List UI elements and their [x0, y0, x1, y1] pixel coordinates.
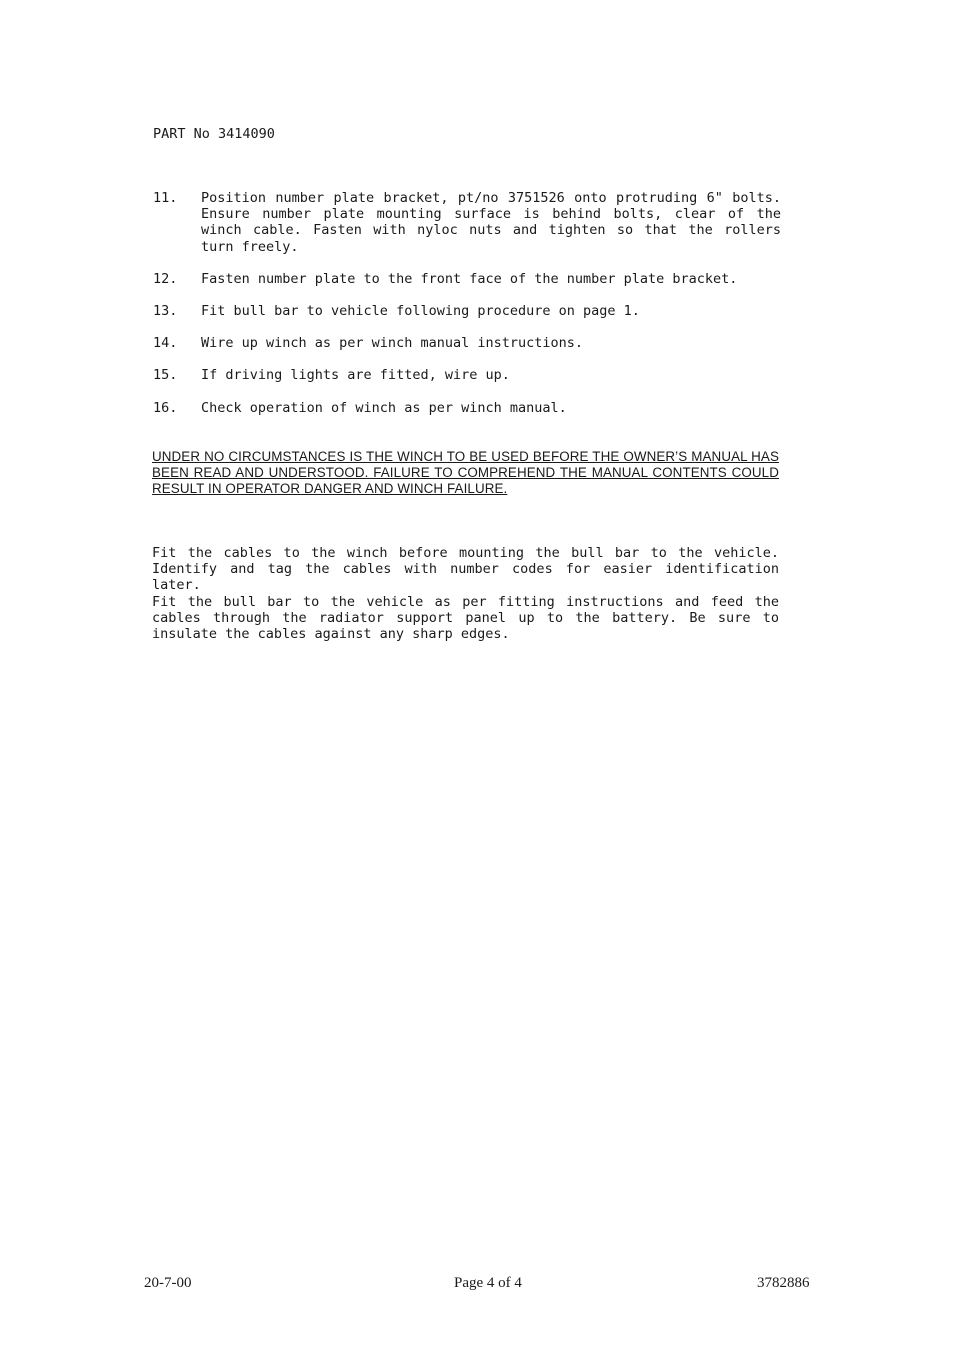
step-number: 11. [153, 190, 178, 206]
step-number: 14. [153, 335, 178, 352]
step-item [153, 190, 781, 255]
step-number: 15. [153, 367, 178, 384]
instruction-steps [153, 190, 781, 432]
step-item [153, 367, 781, 383]
step-number: 12. [153, 270, 178, 287]
footer-page-number: Page 4 of 4 [454, 1275, 522, 1291]
step-item [153, 400, 781, 416]
step-text: Wire up winch as per winch manual instructions. [201, 335, 584, 352]
step-text: Fit bull bar to vehicle following procedure on page 1. [201, 303, 640, 320]
step-text: Check operation of winch as per winch manual. [201, 399, 567, 416]
instruction-paragraph: Fit the cables to the winch before mounting the bull bar to the vehicle. Identify and tag the cables with number codes for easier identification later. [152, 545, 779, 594]
footer-date: 20-7-00 [144, 1275, 192, 1291]
instruction-paragraph: Fit the bull bar to the vehicle as per fitting instructions and feed the cables through the radiator support panel up to the battery. Be sure to insulate the cables against any sharp edges. [152, 593, 779, 643]
step-item [153, 303, 781, 319]
step-item [153, 271, 781, 287]
step-item [153, 335, 781, 351]
safety-warning: UNDER NO CIRCUMSTANCES IS THE WINCH TO BE USED BEFORE THE OWNER’S MANUAL HAS BEEN READ AND UNDERSTOOD. FAILURE TO COMPREHEND THE MANUAL CONTENTS COULD RESULT IN OPERATOR DANGER AND WINCH FAILURE. [152, 449, 779, 497]
step-text: Fasten number plate to the front face of the number plate bracket. [201, 270, 738, 287]
step-number: 16. [153, 399, 178, 416]
part-number-header: PART No 3414090 [153, 126, 275, 142]
footer-document-number: 3782886 [757, 1275, 810, 1291]
step-text: If driving lights are fitted, wire up. [201, 367, 510, 384]
step-number: 13. [153, 303, 178, 320]
cable-fitting-instructions [152, 545, 779, 642]
step-text: Position number plate bracket, pt/no 3751526 onto protruding 6" bolts. Ensure number plate mounting surface is behind bolts, clear of the winch cable. Fasten with nyloc nuts and tighten so that the rollers turn freely. [201, 190, 781, 255]
